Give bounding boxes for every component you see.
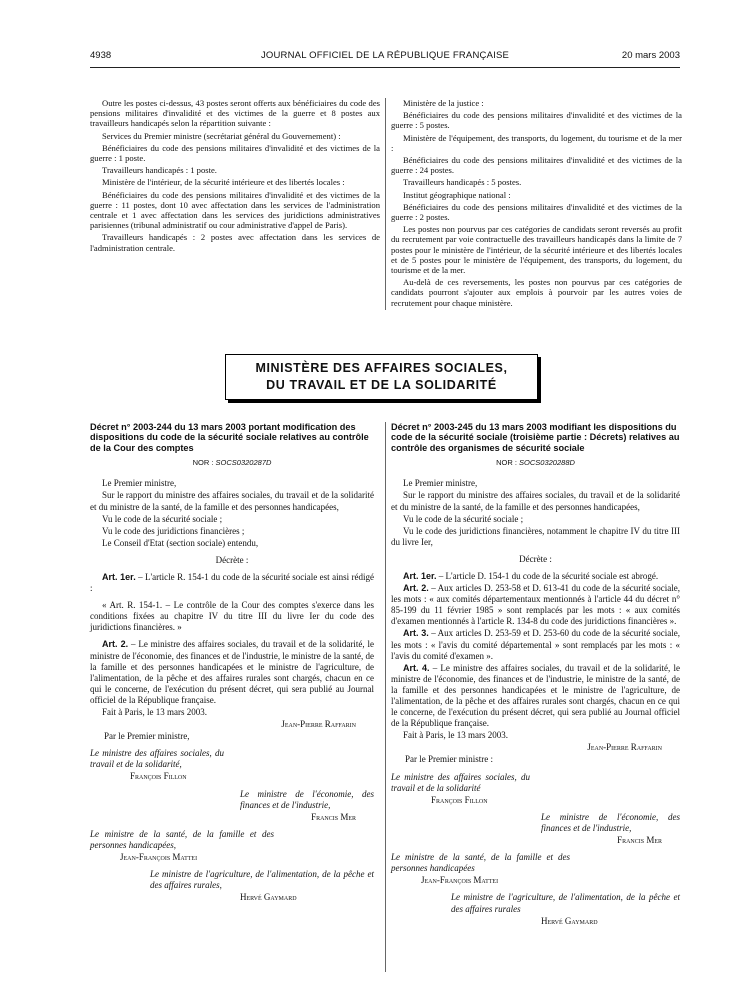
signatory-name: Jean-François Mattei <box>120 852 198 863</box>
article-label: Art. 2. <box>102 639 129 650</box>
decrete-label: Décrète : <box>215 554 249 565</box>
ministry-line-2: DU TRAVAIL ET DE LA SOLIDARITÉ <box>266 378 497 392</box>
paragraph: Le Premier ministre, <box>102 478 177 489</box>
signatory-name: François Fillon <box>431 794 488 805</box>
signatory-role: Le ministre de la santé, de la famille et des personnes handicapées, <box>90 828 274 850</box>
signatory-role: Le ministre de l'agriculture, de l'alimentation, de la pêche et des affaires rurales <box>451 892 680 914</box>
article-label: Art. 4. <box>403 662 430 673</box>
signature-block <box>90 869 374 903</box>
ministry-heading-box <box>225 354 538 400</box>
journal-title: JOURNAL OFFICIEL DE LA RÉPUBLIQUE FRANÇAISE <box>260 50 510 61</box>
paragraph: Vu le code des juridictions financières ; <box>102 525 245 536</box>
article-2: Art. 2. – Le ministre des affaires sociales, du travail et de la solidarité, le ministre de l'économie, des finances et de l'industrie, le ministre de la santé, de la famille et des personnes handicapées et le ministre de l'agriculture, de l'alimentation, de la pêche et des affaires rurales sont chargés, chacun en ce qui le concerne, de l'exécution du présent décret, qui sera publié au Journal officiel de la République française. <box>90 639 375 705</box>
column-divider <box>385 422 386 972</box>
top-left-column <box>90 98 380 255</box>
paragraph: Au-delà de ces reversements, les postes non pourvus par ces catégories de candidats pourront s'ajouter aux emplois à pourvoir par les autres voies de recrutement pour chaque ministère. <box>391 277 682 308</box>
signatory-name: Jean-François Mattei <box>421 875 499 886</box>
paragraph: Travailleurs handicapés : 2 postes avec affectation dans les services de l'administration centrale. <box>90 232 380 253</box>
signatory-name: Jean-Pierre Raffarin <box>281 719 356 730</box>
paragraph: Bénéficiaires du code des pensions militaires d'invalidité et des victimes de la guerre : 24 postes. <box>391 155 682 176</box>
article-1: Art. 1er. – L'article D. 154-1 du code de la sécurité sociale est abrogé. <box>403 570 659 581</box>
paragraph: Bénéficiaires du code des pensions militaires d'invalidité et des victimes de la guerre : 1 poste. <box>90 142 380 164</box>
signature-block <box>90 748 374 782</box>
page-header <box>90 50 680 64</box>
paragraph: Les postes non pourvus par ces catégories de candidats seront reversés au profit du recrutement par voie contractuelle des travailleurs handicapés dans la limite de 7 postes pour le ministère de l'intérieur, de la sécurité intérieure et des libertés locales et de 5 postes pour le ministère de l'équipement, des transports, du logement, du tourisme et de la mer. <box>391 224 682 276</box>
paragraph: Le Conseil d'Etat (section sociale) entendu, <box>102 537 259 548</box>
signatory-name: Francis Mer <box>617 835 662 846</box>
signatory-role: Le ministre des affaires sociales, du travail et de la solidarité, <box>90 748 224 770</box>
paragraph: Vu le code de la sécurité sociale ; <box>102 513 223 524</box>
paragraph: Sur le rapport du ministre des affaires sociales, du travail et de la solidarité et du ministre de la santé, de la famille et des personnes handicapées, <box>90 490 374 512</box>
ministry-line-1: MINISTÈRE DES AFFAIRES SOCIALES, <box>255 361 508 375</box>
signature-block <box>391 892 680 926</box>
paragraph: Bénéficiaires du code des pensions militaires d'invalidité et des victimes de la guerre : 2 postes. <box>391 201 682 223</box>
nor-code: SOCS0320288D <box>519 458 575 468</box>
decrete-label: Décrète : <box>519 553 552 564</box>
paragraph: Bénéficiaires du code des pensions militaires d'invalidité et des victimes de la guerre : 11 postes, dont 10 avec affectation dans les services de l'administration centrale et 1 avec affectation dans les services des juridictions administratives parisiennes (tribunal administratif ou cour administrative d'appel de Paris). <box>90 189 380 231</box>
column-divider <box>385 98 386 310</box>
article-label: Art. 2. <box>403 583 429 594</box>
signatory-role: Le ministre des affaires sociales, du travail et de la solidarité <box>391 771 530 793</box>
signature-block <box>391 772 680 806</box>
paragraph: Services du Premier ministre (secrétariat général du Gouvernement) : <box>102 130 341 141</box>
signatory-role: Le ministre de la santé, de la famille et des personnes handicapées <box>391 852 570 874</box>
decree-title: Décret n° 2003-244 du 13 mars 2003 portant modification des dispositions du code de la sécurité sociale relatives au contrôle de la Cour des comptes <box>90 422 369 453</box>
article-label: Art. 1er. <box>403 570 437 581</box>
article-label: Art. 3. <box>403 628 429 639</box>
signature-preamble: Par le Premier ministre, <box>104 731 190 742</box>
signature-preamble: Par le Premier ministre : <box>405 754 493 765</box>
decree-2003-244 <box>90 422 374 907</box>
paragraph: Le Premier ministre, <box>403 478 478 489</box>
signature-block <box>391 812 680 846</box>
article-4: Art. 4. – Le ministre des affaires sociales, du travail et de la solidarité, le ministre de l'économie, des finances et de l'industrie, le ministre de la santé, de la famille et des personnes handicapées et le ministre de l'agriculture, de l'alimentation, de la pêche et des affaires rurales sont chargés, chacun en ce qui le concerne, de l'exécution du présent décret, qui sera publié au Journal officiel de la République française. <box>391 662 681 729</box>
article-label: Art. 1er. <box>102 571 136 582</box>
signatory-name: François Fillon <box>130 771 187 782</box>
paragraph: Sur le rapport du ministre des affaires sociales, du travail et de la solidarité et du ministre de la santé, de la famille et des personnes handicapées, <box>391 490 680 512</box>
paragraph: Ministère de la justice : <box>403 98 484 108</box>
signature-block <box>391 852 680 886</box>
article-2: Art. 2. – Aux articles D. 253-58 et D. 613-41 du code de la sécurité sociale, les mots : « aux comités départementaux mentionnés à l'article 44 du décret n° 85-199 du 11 février 1985 » sont remplacés par les mots : « aux comités d'examen mentionnés à l'article R. 134-8 du code des juridictions financières ». <box>391 583 680 627</box>
signature-block <box>90 829 374 863</box>
article-3: Art. 3. – Aux articles D. 253-59 et D. 253-60 du code de la sécurité sociale, les mots : « l'avis du comité départemental » sont remplacés par les mots : « l'avis du comité d'examen ». <box>391 628 680 661</box>
header-rule <box>90 67 680 68</box>
done-at: Fait à Paris, le 13 mars 2003. <box>403 730 508 741</box>
signatory-name: Francis Mer <box>311 811 356 822</box>
issue-date: 20 mars 2003 <box>621 50 680 61</box>
signatory-name: Jean-Pierre Raffarin <box>587 742 662 753</box>
article-1-quote: « Art. R. 154-1. – Le contrôle de la Cour des comptes s'exerce dans les conditions fixées au chapitre IV du titre III du livre Ier du code des juridictions financières. » <box>90 600 374 633</box>
signatory-name: Hervé Gaymard <box>240 892 297 903</box>
nor-label: NOR : <box>496 458 517 468</box>
paragraph: Institut géographique national : <box>403 189 511 200</box>
nor-reference <box>90 457 374 468</box>
paragraph: Ministère de l'intérieur, de la sécurité intérieure et des libertés locales : <box>102 177 345 188</box>
signatory-name: Hervé Gaymard <box>541 915 598 926</box>
decree-2003-245 <box>391 422 680 931</box>
paragraph: Vu le code des juridictions financières, notamment le chapitre IV du titre III du livre Ier, <box>391 525 680 547</box>
paragraph: Bénéficiaires du code des pensions militaires d'invalidité et des victimes de la guerre : 5 postes. <box>391 110 682 131</box>
signatory-role: Le ministre de l'économie, des finances et de l'industrie, <box>541 811 680 833</box>
paragraph: Ministère de l'équipement, des transports, du logement, du tourisme et de la mer : <box>391 132 682 153</box>
done-at: Fait à Paris, le 13 mars 2003. <box>102 707 207 717</box>
article-1: Art. 1er. – L'article R. 154-1 du code de la sécurité sociale est ainsi rédigé : <box>90 571 374 594</box>
signatory-role: Le ministre de l'économie, des finances et de l'industrie, <box>240 788 374 810</box>
paragraph: Outre les postes ci-dessus, 43 postes seront offerts aux bénéficiaires du code des pensions militaires d'invalidité et des victimes de la guerre et 8 postes aux travailleurs handicapés selon la répartition suivante : <box>90 98 380 129</box>
paragraph: Travailleurs handicapés : 1 poste. <box>102 165 217 176</box>
nor-label: NOR : <box>192 458 214 468</box>
signatory-role: Le ministre de l'agriculture, de l'alimentation, de la pêche et des affaires rurales, <box>150 869 374 891</box>
decree-title: Décret n° 2003-245 du 13 mars 2003 modifiant les dispositions du code de la sécurité sociale (troisième partie : Décrets) relatives au contrôle des organismes de sécurité sociale <box>391 422 680 453</box>
paragraph: Vu le code de la sécurité sociale ; <box>403 513 524 524</box>
nor-code: SOCS0320287D <box>215 458 272 468</box>
signature-block <box>90 789 374 823</box>
top-right-column <box>391 98 682 310</box>
paragraph: Travailleurs handicapés : 5 postes. <box>403 177 522 188</box>
page-number: 4938 <box>90 50 112 61</box>
nor-reference <box>391 457 680 468</box>
